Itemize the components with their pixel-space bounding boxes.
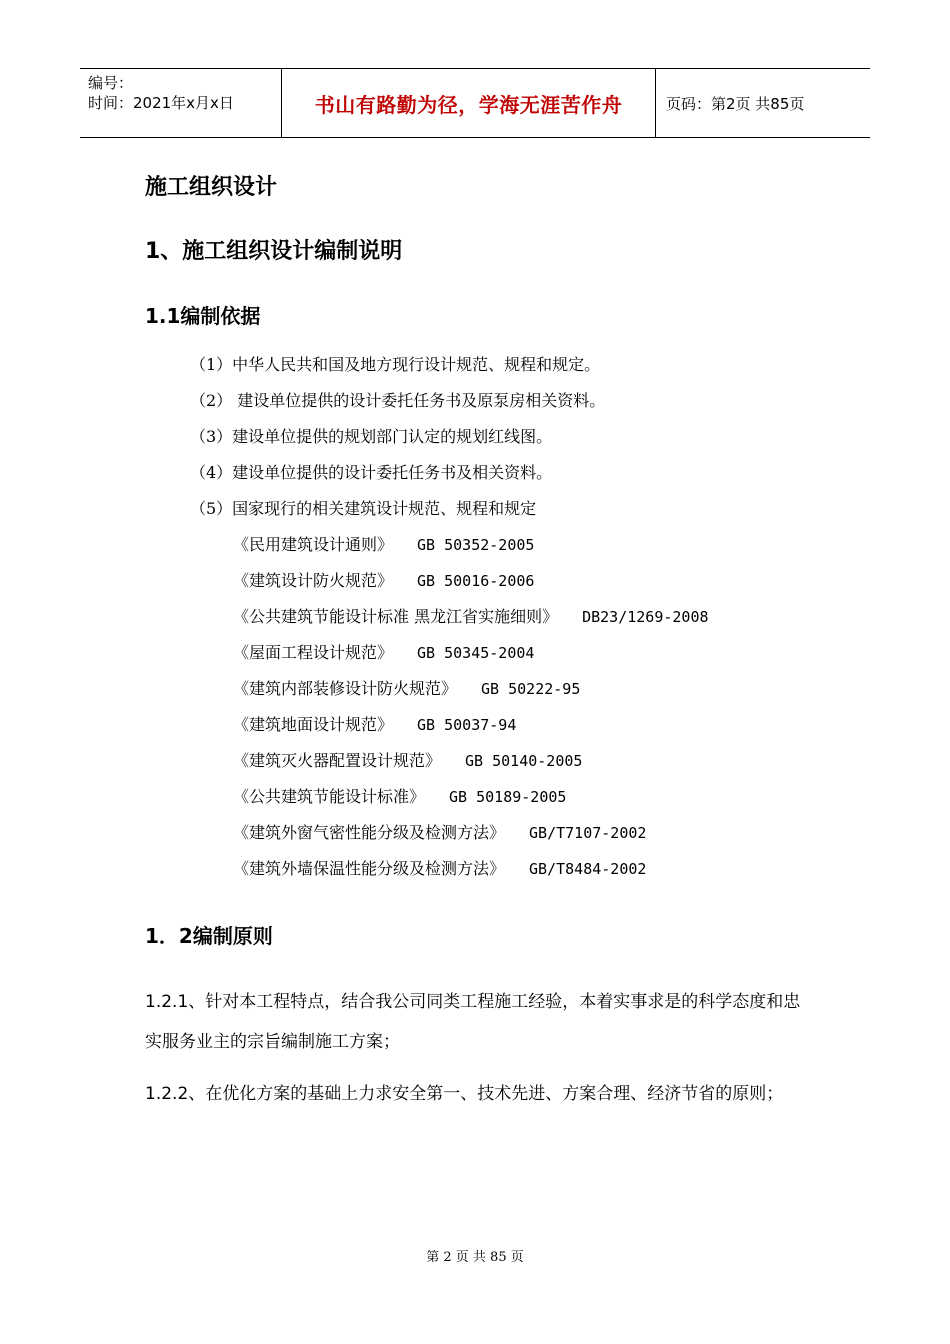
standard-name: 《建筑外窗气密性能分级及检测方法》 — [233, 823, 506, 842]
standard-code: GB 50345-2004 — [417, 644, 535, 662]
header-meta — [80, 69, 282, 137]
standard-name: 《公共建筑节能设计标准 黑龙江省实施细则》 — [233, 607, 559, 626]
page-header — [80, 68, 870, 138]
standard-entry — [233, 604, 709, 627]
standard-code: GB 50352-2005 — [417, 536, 535, 554]
standard-name: 《公共建筑节能设计标准》 — [233, 787, 426, 806]
standard-name: 《建筑灭火器配置设计规范》 — [233, 751, 442, 770]
standard-entry — [233, 640, 534, 663]
basis-item: （4）建设单位提供的设计委托任务书及相关资料。 — [190, 463, 553, 482]
paragraph-text: 、在优化方案的基础上力求安全第一、技术先进、方案合理、经济节省的原则； — [188, 1084, 784, 1104]
header-motto: 书山有路勤为径，学海无涯苦作舟 — [282, 69, 656, 137]
standard-code: GB 50222-95 — [481, 680, 581, 698]
basis-item: （5）国家现行的相关建筑设计规范、规程和规定 — [190, 499, 537, 518]
standard-entry — [233, 820, 646, 843]
standard-entry — [233, 676, 580, 699]
standard-code: GB 50016-2006 — [417, 572, 535, 590]
standard-name: 《屋面工程设计规范》 — [233, 643, 394, 662]
paragraph-number: 1.2.2 — [145, 1084, 189, 1104]
standard-entry — [233, 748, 582, 771]
standard-code: GB/T8484-2002 — [529, 860, 647, 878]
standard-name: 《建筑外墙保温性能分级及检测方法》 — [233, 859, 506, 878]
standard-code: DB23/1269-2008 — [582, 608, 709, 626]
subsection-heading-1-2: 1．2编制原则 — [145, 924, 273, 948]
standard-name: 《民用建筑设计通则》 — [233, 535, 394, 554]
standard-name: 《建筑内部装修设计防火规范》 — [233, 679, 458, 698]
principle-paragraph — [145, 1074, 815, 1114]
document-title: 施工组织设计 — [145, 175, 278, 200]
section-heading: 1、施工组织设计编制说明 — [145, 239, 403, 264]
standard-code: GB 50140-2005 — [465, 752, 583, 770]
standard-entry — [233, 568, 534, 591]
standard-name: 《建筑地面设计规范》 — [233, 715, 394, 734]
standard-entry — [233, 784, 566, 807]
paragraph-number: 1.2.1 — [145, 992, 189, 1012]
basis-item: （3）建设单位提供的规划部门认定的规划红线图。 — [190, 427, 553, 446]
basis-item: （1）中华人民共和国及地方现行设计规范、规程和规定。 — [190, 355, 601, 374]
standard-entry — [233, 856, 646, 879]
page-footer: 第 2 页 共 85 页 — [426, 1250, 524, 1265]
standard-code: GB/T7107-2002 — [529, 824, 647, 842]
standard-entry — [233, 532, 534, 555]
standard-name: 《建筑设计防火规范》 — [233, 571, 394, 590]
standard-entry — [233, 712, 516, 735]
principle-paragraph — [145, 982, 815, 1062]
header-time: 时间：2021年x月x日 — [88, 94, 234, 112]
standard-code: GB 50037-94 — [417, 716, 517, 734]
basis-item: （2） 建设单位提供的设计委托任务书及原泵房相关资料。 — [190, 391, 606, 410]
standard-code: GB 50189-2005 — [449, 788, 567, 806]
subsection-heading-1-1: 1.1编制依据 — [145, 304, 261, 328]
header-number: 编号： — [88, 74, 134, 92]
header-page-info: 页码：第2页 共85页 — [666, 94, 805, 113]
paragraph-text: 、针对本工程特点，结合我公司同类工程施工经验，本着实事求是的科学态度和忠实服务业主的宗旨编制施工方案； — [145, 992, 801, 1052]
